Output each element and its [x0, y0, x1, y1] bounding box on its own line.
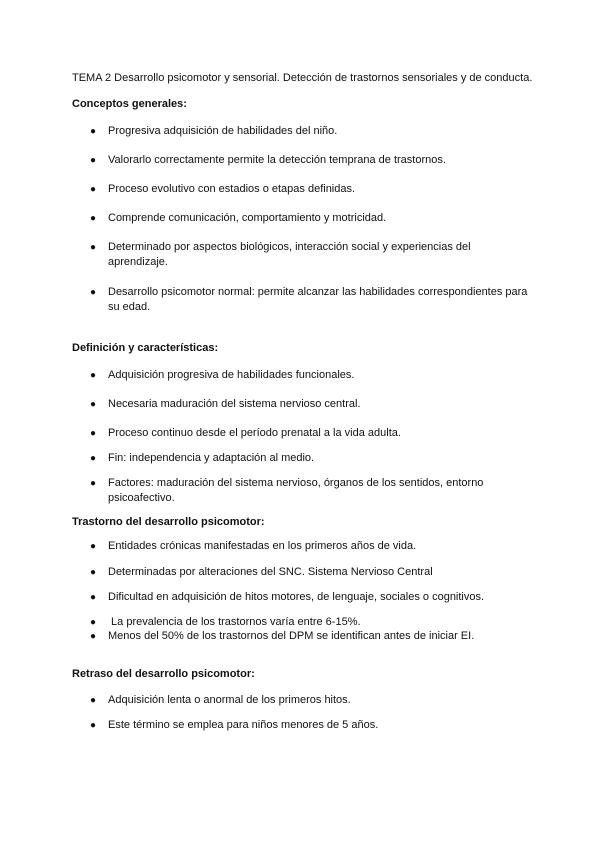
list-item: ● Factores: maduración del sistema nervioso, órganos de los sentidos, entorno psicoafectivo. — [90, 477, 484, 504]
bullet-icon: ● — [90, 541, 97, 552]
list-item: ● La prevalencia de los trastornos varía entre 6-15%. — [90, 616, 361, 628]
bullet-icon: ● — [90, 592, 97, 603]
list-item: ● Menos del 50% de los trastornos del DPM se identifican antes de iniciar EI. — [90, 630, 475, 642]
bullet-icon: ● — [90, 617, 97, 628]
bullet-icon: ● — [90, 184, 97, 195]
list-item: ● Progresiva adquisición de habilidades del niño. — [90, 125, 338, 137]
list-item: ● Desarrollo psicomotor normal: permite alcanzar las habilidades correspondientes para su edad. — [90, 286, 528, 313]
bullet-icon: ● — [90, 720, 97, 731]
bullet-icon: ● — [90, 478, 97, 489]
bullet-icon: ● — [90, 428, 97, 439]
bullet-icon: ● — [90, 370, 97, 381]
bullet-icon: ● — [90, 155, 97, 166]
list-item: ● Comprende comunicación, comportamiento y motricidad. — [90, 212, 387, 224]
bullet-icon: ● — [90, 567, 97, 578]
list-item: ● Adquisición lenta o anormal de los primeros hitos. — [90, 694, 351, 706]
list-item: ● Valorarlo correctamente permite la detección temprana de trastornos. — [90, 154, 446, 166]
list-item: ● Dificultad en adquisición de hitos motores, de lenguaje, sociales o cognitivos. — [90, 591, 485, 603]
list-item: ● Determinadas por alteraciones del SNC. Sistema Nervioso Central — [90, 566, 433, 578]
list-item: ● Proceso evolutivo con estadios o etapas definidas. — [90, 183, 356, 195]
list-item: ● Este término se emplea para niños menores de 5 años. — [90, 719, 379, 731]
bullet-icon: ● — [90, 242, 97, 253]
list-item: ● Proceso continuo desde el período prenatal a la vida adulta. — [90, 427, 401, 439]
document-title: TEMA 2 Desarrollo psicomotor y sensorial. Detección de trastornos sensoriales y de conducta. — [72, 72, 533, 84]
section-heading-definicion: Definición y características: — [72, 342, 219, 354]
list-item: ● Entidades crónicas manifestadas en los primeros años de vida. — [90, 540, 417, 552]
section-heading-conceptos: Conceptos generales: — [72, 98, 187, 110]
bullet-icon: ● — [90, 126, 97, 137]
list-item: ● Adquisición progresiva de habilidades funcionales. — [90, 369, 355, 381]
section-heading-trastorno: Trastorno del desarrollo psicomotor: — [72, 516, 265, 528]
bullet-icon: ● — [90, 631, 97, 642]
bullet-icon: ● — [90, 695, 97, 706]
bullet-icon: ● — [90, 287, 97, 298]
section-heading-retraso: Retraso del desarrollo psicomotor: — [72, 668, 255, 680]
list-item: ● Fin: independencia y adaptación al medio. — [90, 452, 315, 464]
bullet-icon: ● — [90, 453, 97, 464]
bullet-icon: ● — [90, 213, 97, 224]
bullet-icon: ● — [90, 399, 97, 410]
list-item: ● Necesaria maduración del sistema nervioso central. — [90, 398, 361, 410]
list-item: ● Determinado por aspectos biológicos, interacción social y experiencias del aprendizaje. — [90, 241, 471, 268]
